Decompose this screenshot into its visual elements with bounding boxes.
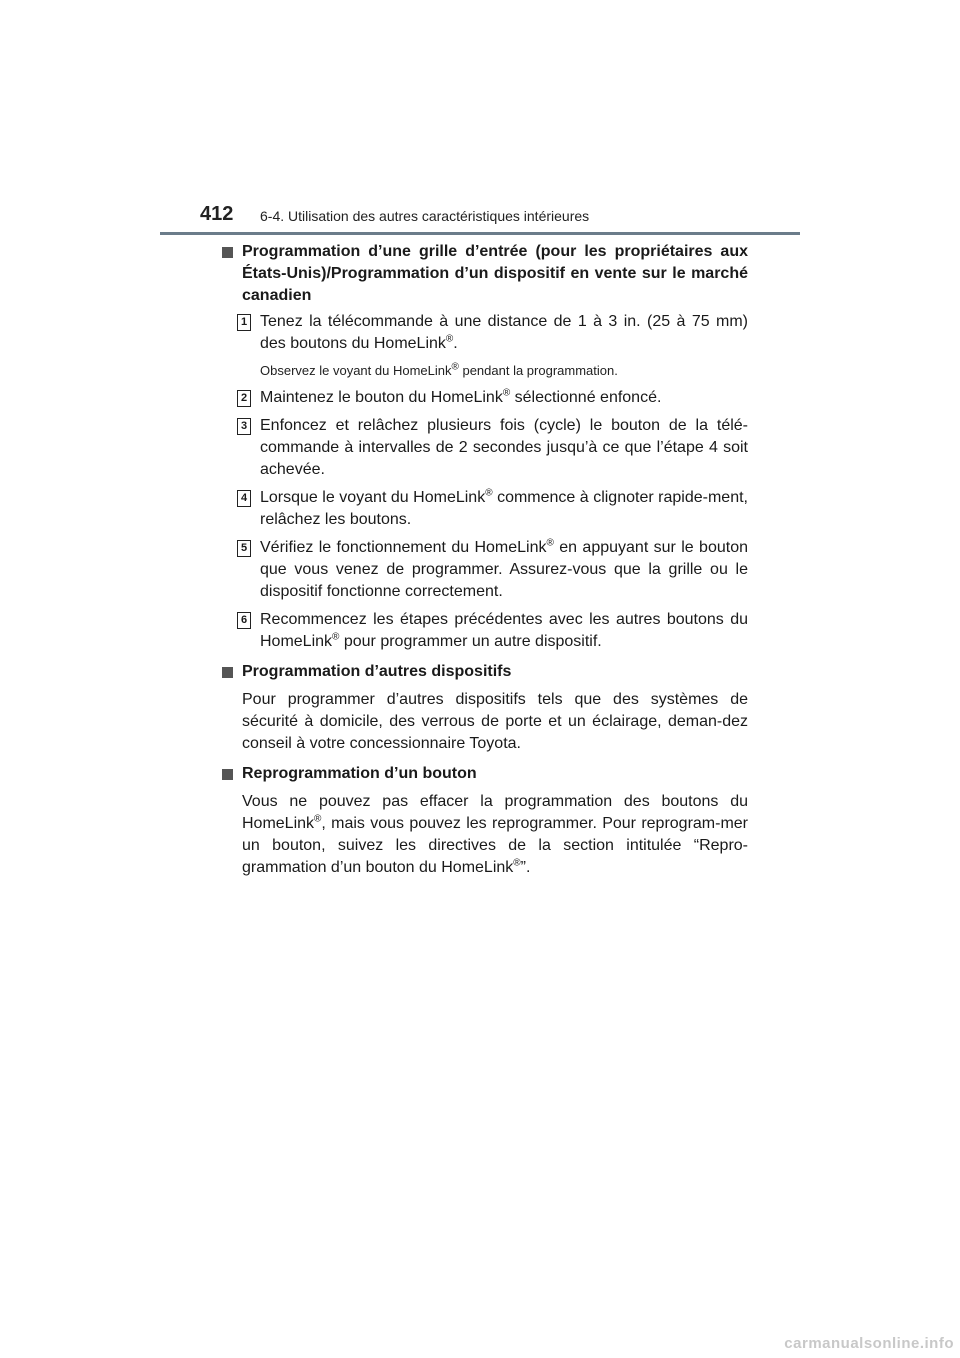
section-title: Reprogrammation d’un bouton [220, 763, 748, 785]
steps-list [220, 311, 748, 653]
section-title: Programmation d’autres dispositifs [220, 661, 748, 683]
step-number-badge: 3 [237, 418, 251, 435]
step-item [220, 311, 748, 355]
section-title: Programmation d’une grille d’entrée (pour les propriétaires aux États-Unis)/Programmation d’un dispositif en vente sur le marché canadien [220, 241, 748, 307]
step-item [220, 415, 748, 481]
square-bullet-icon [222, 247, 233, 258]
step-text: Lorsque le voyant du HomeLink® commence à clignoter rapide-ment, relâchez les boutons. [260, 487, 748, 528]
step-text: Tenez la télécommande à une distance de 1 à 3 in. (25 à 75 mm) des boutons du HomeLink®. [260, 313, 748, 352]
step-number-badge: 6 [237, 612, 251, 629]
step-item [220, 537, 748, 603]
page-number: 412 [200, 203, 234, 225]
step-number-badge: 4 [237, 490, 251, 507]
step-item [220, 387, 748, 409]
step-note: Observez le voyant du HomeLink® pendant la programmation. [260, 361, 618, 378]
page-content [220, 241, 748, 887]
section-paragraph: Pour programmer d’autres dispositifs tels que des systèmes de sécurité à domicile, des verrous de porte et un éclairage, deman-dez conseil à votre concessionnaire Toyota. [242, 691, 748, 752]
section-programming-gate [220, 241, 748, 653]
step-text: Vérifiez le fonctionnement du HomeLink® en appuyant sur le bouton que vous venez de programmer. Assurez-vous que la grille ou le dispositif fonctionne correctement. [260, 537, 748, 600]
square-bullet-icon [222, 667, 233, 678]
chapter-title: 6-4. Utilisation des autres caractéristiques intérieures [260, 208, 590, 224]
watermark: carmanualsonline.info [784, 1335, 954, 1352]
square-bullet-icon [222, 769, 233, 780]
section-reprogramming [220, 763, 748, 879]
header-rule [160, 232, 800, 235]
step-text: Recommencez les étapes précédentes avec les autres boutons du HomeLink® pour programmer un autre dispositif. [260, 611, 748, 650]
step-item [220, 609, 748, 653]
step-number-badge: 5 [237, 540, 251, 557]
step-number-badge: 2 [237, 390, 251, 407]
step-text: Enfoncez et relâchez plusieurs fois (cycle) le bouton de la télé-commande à intervalles de 2 secondes jusqu’à ce que l’étape 4 soit achevée. [260, 417, 748, 478]
step-item [220, 487, 748, 531]
section-paragraph: Vous ne pouvez pas effacer la programmation des boutons du HomeLink®, mais vous pouvez les reprogrammer. Pour reprogram-mer un bouton, suivez les directives de la section intitulée “Repro-grammation d’un bouton du HomeLink®”. [242, 793, 748, 876]
section-other-devices [220, 661, 748, 755]
page-header [0, 0, 960, 240]
step-number-badge: 1 [237, 314, 251, 331]
step-text: Maintenez le bouton du HomeLink® sélectionné enfoncé. [260, 387, 662, 406]
